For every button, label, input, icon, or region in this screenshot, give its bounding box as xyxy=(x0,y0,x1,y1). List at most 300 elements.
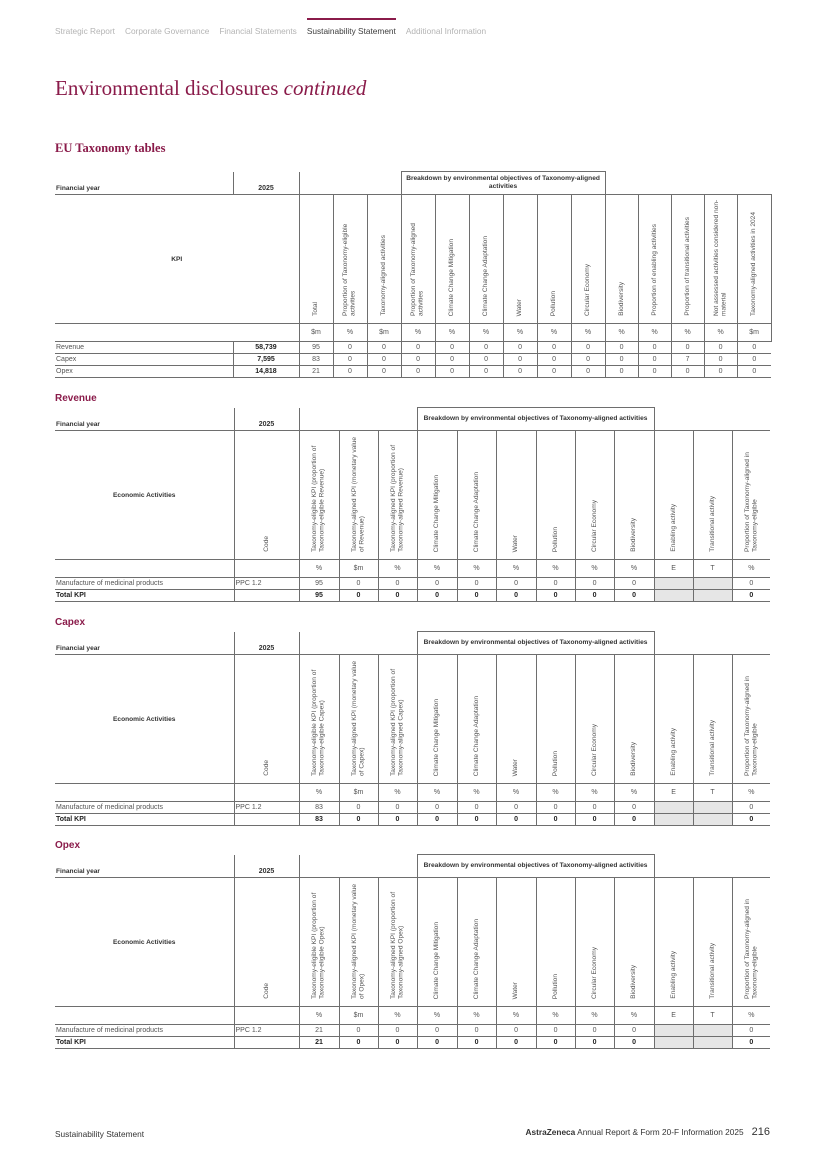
activity-column-header xyxy=(654,655,693,784)
unit-cell: % xyxy=(417,784,457,802)
column-header-text: Pollution xyxy=(550,290,558,316)
total-value-cell: 0 xyxy=(378,814,417,826)
activity-column-header xyxy=(496,655,536,784)
column-header-text: Taxonomy-aligned KPI (proportion of Taxonomy-aligned Opex) xyxy=(389,891,405,999)
blank-unit-cell xyxy=(234,784,299,802)
total-value-cell: 0 xyxy=(417,814,457,826)
kpi-column-header xyxy=(537,195,571,324)
activity-column-header xyxy=(693,878,732,1007)
activity-code: PPC 1.2 xyxy=(234,1025,299,1037)
unit-cell: % xyxy=(299,560,339,578)
kpi-header-row xyxy=(55,172,771,195)
unit-cell: % xyxy=(378,1007,417,1025)
column-header-text: Pollution xyxy=(551,973,559,999)
kpi-value-cell: 0 xyxy=(737,354,771,366)
activity-header-row xyxy=(55,408,770,431)
kpi-column-header xyxy=(704,195,737,324)
activity-column-header xyxy=(299,655,339,784)
blank-header-cell xyxy=(299,855,417,878)
activity-row xyxy=(55,578,770,590)
unit-cell: $m xyxy=(339,560,378,578)
activity-column-header xyxy=(575,655,614,784)
activity-column-header xyxy=(614,431,654,560)
column-header-text: Biodiversity xyxy=(630,965,638,999)
kpi-column-header xyxy=(503,195,537,324)
activity-value-cell: 0 xyxy=(614,578,654,590)
total-value-cell xyxy=(693,590,732,602)
activity-value-cell: 0 xyxy=(496,578,536,590)
activity-column-header xyxy=(496,431,536,560)
unit-cell: % xyxy=(732,1007,770,1025)
activity-value-cell: 21 xyxy=(299,1025,339,1037)
activity-column-header-row xyxy=(55,431,770,560)
total-value-cell: 0 xyxy=(536,1037,575,1049)
total-value-cell: 0 xyxy=(614,590,654,602)
activity-column-header xyxy=(378,878,417,1007)
unit-cell: % xyxy=(536,560,575,578)
column-header-text: Biodiversity xyxy=(630,518,638,552)
kpi-value-cell: 7 xyxy=(671,354,704,366)
activity-column-header xyxy=(732,431,770,560)
unit-cell: % xyxy=(333,324,367,342)
activity-value-cell: 0 xyxy=(378,578,417,590)
column-header-text: Transitional activity xyxy=(708,496,716,552)
kpi-value-cell: 7,595 xyxy=(233,354,299,366)
kpi-value-cell: 0 xyxy=(605,354,638,366)
kpi-value-cell: 0 xyxy=(605,366,638,378)
total-value-cell: 0 xyxy=(339,1037,378,1049)
activity-column-header xyxy=(614,878,654,1007)
breakdown-header: Breakdown by environmental objectives of Taxonomy-aligned activities xyxy=(417,632,654,655)
unit-cell: % xyxy=(401,324,435,342)
total-value-cell: 0 xyxy=(496,1037,536,1049)
activity-column-header xyxy=(234,655,299,784)
financial-year-value: 2025 xyxy=(234,408,299,431)
kpi-value-cell: 0 xyxy=(469,354,503,366)
kpi-value-cell: 0 xyxy=(704,354,737,366)
total-value-cell: 0 xyxy=(732,590,770,602)
activity-column-header xyxy=(417,431,457,560)
activity-value-cell: 0 xyxy=(339,802,378,814)
activity-value-cell xyxy=(693,802,732,814)
unit-cell: % xyxy=(457,1007,496,1025)
activity-name: Manufacture of medicinal products xyxy=(55,802,234,814)
column-header-text: Taxonomy-aligned KPI (proportion of Taxonomy-aligned Revenue) xyxy=(389,444,405,552)
total-value-cell xyxy=(654,814,693,826)
unit-cell: % xyxy=(614,1007,654,1025)
column-header-text: Proportion of Taxonomy-aligned in Taxonomy-eligible xyxy=(743,899,759,999)
total-value-cell: 0 xyxy=(378,590,417,602)
activity-column-header xyxy=(654,878,693,1007)
column-header-text: Climate Change Mitigation xyxy=(433,474,441,552)
column-header-text: Total xyxy=(312,302,320,316)
revenue-activity-table xyxy=(55,407,770,602)
kpi-value-cell: 0 xyxy=(671,366,704,378)
blank-code-cell xyxy=(234,814,299,826)
activity-value-cell: 0 xyxy=(417,578,457,590)
column-header-text: Circular Economy xyxy=(590,723,598,776)
column-header-text: Climate Change Adaptation xyxy=(472,695,480,776)
activity-value-cell xyxy=(654,1025,693,1037)
kpi-value-cell: 0 xyxy=(401,342,435,354)
unit-cell: % xyxy=(457,784,496,802)
page-title-main: Environmental disclosures xyxy=(55,76,279,100)
column-header-text: Climate Change Mitigation xyxy=(433,921,441,999)
blank-header-cell xyxy=(654,855,770,878)
activity-value-cell: 0 xyxy=(536,802,575,814)
unit-cell: % xyxy=(614,784,654,802)
kpi-column-header xyxy=(571,195,605,324)
kpi-row-label: Opex xyxy=(55,366,233,378)
activity-column-header xyxy=(654,431,693,560)
unit-cell: % xyxy=(496,784,536,802)
kpi-value-cell: 0 xyxy=(638,354,671,366)
unit-cell: % xyxy=(417,1007,457,1025)
kpi-value-cell: 0 xyxy=(704,366,737,378)
nav-corporate-governance[interactable]: Corporate Governance xyxy=(124,26,210,36)
unit-cell: % xyxy=(575,560,614,578)
activity-column-header xyxy=(339,655,378,784)
kpi-value-cell: 0 xyxy=(638,366,671,378)
financial-year-value: 2025 xyxy=(234,632,299,655)
kpi-value-cell: 0 xyxy=(571,354,605,366)
blank-unit-cell xyxy=(55,324,299,342)
total-value-cell: 0 xyxy=(732,1037,770,1049)
kpi-value-cell: 0 xyxy=(401,366,435,378)
column-header-text: Not assessed activities considered non-material xyxy=(712,199,728,316)
total-value-cell: 0 xyxy=(378,1037,417,1049)
nav-additional-information[interactable]: Additional Information xyxy=(405,26,487,36)
kpi-row-label: Capex xyxy=(55,354,233,366)
kpi-value-cell: 0 xyxy=(503,366,537,378)
kpi-value-cell: 0 xyxy=(435,354,469,366)
unit-cell: % xyxy=(378,784,417,802)
activity-value-cell: 0 xyxy=(536,1025,575,1037)
financial-year-label: Financial year xyxy=(55,632,234,655)
column-header-text: Taxonomy-aligned KPI (monetary value of Revenue) xyxy=(350,436,366,552)
unit-cell: $m xyxy=(339,1007,378,1025)
column-header-text: Pollution xyxy=(551,750,559,776)
kpi-row xyxy=(55,342,771,354)
unit-cell: % xyxy=(417,560,457,578)
kpi-value-cell: 0 xyxy=(605,342,638,354)
activity-value-cell: 0 xyxy=(378,1025,417,1037)
activity-column-header xyxy=(234,878,299,1007)
section-title-opex: Opex xyxy=(55,840,81,851)
footer-brand: AstraZeneca xyxy=(525,1127,576,1137)
blank-unit-cell xyxy=(55,560,234,578)
total-value-cell: 0 xyxy=(575,1037,614,1049)
total-value-cell: 0 xyxy=(457,590,496,602)
column-header-text: Taxonomy-eligible KPI (proportion of Taxonomy-eligible Revenue) xyxy=(311,445,326,552)
unit-cell: % xyxy=(732,560,770,578)
kpi-column-header xyxy=(671,195,704,324)
unit-cell: T xyxy=(693,784,732,802)
nav-strategic-report[interactable]: Strategic Report xyxy=(55,26,115,36)
kpi-column-header xyxy=(737,195,771,324)
column-header-text: Taxonomy-aligned KPI (monetary value of Capex) xyxy=(350,660,366,776)
column-header-text: Enabling activity xyxy=(669,728,677,776)
blank-header-cell xyxy=(299,172,401,195)
column-header-text: Taxonomy-eligible KPI (proportion of Taxonomy-eligible Opex) xyxy=(311,892,326,999)
blank-header-cell xyxy=(654,632,770,655)
footer-report-title: Annual Report & Form 20-F Information 2025 xyxy=(577,1127,744,1137)
page-title xyxy=(55,76,366,101)
activity-column-header xyxy=(417,878,457,1007)
activity-column-header xyxy=(536,878,575,1007)
total-value-cell: 0 xyxy=(575,590,614,602)
activity-column-header-row xyxy=(55,655,770,784)
blank-unit-cell xyxy=(234,560,299,578)
total-value-cell: 83 xyxy=(299,814,339,826)
blank-header-cell xyxy=(299,632,417,655)
blank-header-cell xyxy=(605,172,771,195)
total-kpi-label: Total KPI xyxy=(55,814,234,826)
total-value-cell: 21 xyxy=(299,1037,339,1049)
activity-code: PPC 1.2 xyxy=(234,802,299,814)
activity-value-cell: 0 xyxy=(339,1025,378,1037)
total-kpi-label: Total KPI xyxy=(55,590,234,602)
section-subtitle: EU Taxonomy tables xyxy=(55,141,166,155)
unit-cell: % xyxy=(575,784,614,802)
kpi-column-header xyxy=(469,195,503,324)
column-header-text: Transitional activity xyxy=(708,943,716,999)
total-value-cell: 0 xyxy=(417,1037,457,1049)
activity-column-header xyxy=(457,655,496,784)
unit-cell: % xyxy=(457,560,496,578)
section-title-capex: Capex xyxy=(55,617,86,628)
nav-sustainability-statement[interactable]: Sustainability Statement xyxy=(307,18,396,42)
total-value-cell: 0 xyxy=(339,590,378,602)
financial-year-label: Financial year xyxy=(55,172,233,195)
kpi-value-cell: 0 xyxy=(737,366,771,378)
unit-cell: % xyxy=(496,560,536,578)
economic-activities-label: Economic Activities xyxy=(55,431,234,560)
kpi-value-cell: 0 xyxy=(435,366,469,378)
kpi-value-cell: 95 xyxy=(299,342,333,354)
column-header-text: Code xyxy=(262,760,270,776)
financial-year-label: Financial year xyxy=(55,855,234,878)
unit-cell: E xyxy=(654,784,693,802)
kpi-label: KPI xyxy=(55,195,299,324)
kpi-unit-row xyxy=(55,324,771,342)
kpi-value-cell: 0 xyxy=(704,342,737,354)
activity-value-cell: 0 xyxy=(457,578,496,590)
activity-value-cell: 95 xyxy=(299,578,339,590)
page-title-continued: continued xyxy=(283,76,367,100)
kpi-value-cell: 0 xyxy=(503,342,537,354)
activity-column-header xyxy=(234,431,299,560)
total-value-cell: 0 xyxy=(496,814,536,826)
unit-cell: % xyxy=(537,324,571,342)
activity-value-cell: 0 xyxy=(575,802,614,814)
total-value-cell: 95 xyxy=(299,590,339,602)
activity-column-header xyxy=(496,878,536,1007)
activity-column-header xyxy=(378,655,417,784)
column-header-text: Water xyxy=(512,981,520,999)
kpi-value-cell: 0 xyxy=(469,366,503,378)
kpi-column-header xyxy=(299,195,333,324)
page-number: 216 xyxy=(751,1126,770,1138)
unit-cell: % xyxy=(614,560,654,578)
kpi-value-cell: 14,818 xyxy=(233,366,299,378)
activity-column-header xyxy=(457,878,496,1007)
unit-cell: % xyxy=(571,324,605,342)
column-header-text: Proportion of Taxonomy-eligible activities xyxy=(342,223,357,316)
column-header-text: Taxonomy-aligned activities in 2024 xyxy=(750,211,758,316)
total-value-cell: 0 xyxy=(417,590,457,602)
activity-value-cell: 0 xyxy=(575,578,614,590)
kpi-column-header xyxy=(367,195,401,324)
total-value-cell: 0 xyxy=(496,590,536,602)
column-header-text: Enabling activity xyxy=(669,951,677,999)
activity-value-cell: 0 xyxy=(732,802,770,814)
kpi-value-cell: 21 xyxy=(299,366,333,378)
unit-cell: % xyxy=(299,1007,339,1025)
unit-cell: E xyxy=(654,560,693,578)
column-header-text: Climate Change Adaptation xyxy=(472,918,480,999)
total-kpi-row xyxy=(55,814,770,826)
kpi-value-cell: 0 xyxy=(537,342,571,354)
activity-value-cell: 0 xyxy=(417,1025,457,1037)
activity-row xyxy=(55,802,770,814)
total-value-cell: 0 xyxy=(536,814,575,826)
total-kpi-label: Total KPI xyxy=(55,1037,234,1049)
activity-value-cell: 0 xyxy=(417,802,457,814)
unit-cell: % xyxy=(435,324,469,342)
unit-cell: T xyxy=(693,1007,732,1025)
kpi-value-cell: 0 xyxy=(571,366,605,378)
activity-value-cell: 0 xyxy=(575,1025,614,1037)
activity-name: Manufacture of medicinal products xyxy=(55,578,234,590)
column-header-text: Proportion of enabling activities xyxy=(650,224,658,316)
activity-value-cell: 83 xyxy=(299,802,339,814)
kpi-row xyxy=(55,354,771,366)
column-header-text: Proportion of Taxonomy-aligned activities xyxy=(410,223,426,316)
activity-value-cell xyxy=(693,1025,732,1037)
column-header-text: Biodiversity xyxy=(630,742,638,776)
financial-year-label: Financial year xyxy=(55,408,234,431)
activity-column-header xyxy=(693,431,732,560)
column-header-text: Taxonomy-aligned KPI (monetary value of Opex) xyxy=(350,883,366,999)
column-header-text: Water xyxy=(516,298,524,316)
activity-name: Manufacture of medicinal products xyxy=(55,1025,234,1037)
total-value-cell xyxy=(654,1037,693,1049)
total-value-cell: 0 xyxy=(732,814,770,826)
footer-section-name: Sustainability Statement xyxy=(55,1129,145,1139)
financial-year-value: 2025 xyxy=(234,855,299,878)
column-header-text: Proportion of transitional activities xyxy=(683,217,691,316)
opex-activity-table xyxy=(55,854,770,1049)
total-value-cell: 0 xyxy=(457,814,496,826)
activity-column-header xyxy=(536,431,575,560)
economic-activities-label: Economic Activities xyxy=(55,655,234,784)
activity-column-header xyxy=(299,878,339,1007)
activity-value-cell: 0 xyxy=(732,578,770,590)
column-header-text: Proportion of Taxonomy-aligned in Taxonomy-eligible xyxy=(743,452,759,552)
activity-code: PPC 1.2 xyxy=(234,578,299,590)
breakdown-header: Breakdown by environmental objectives of Taxonomy-aligned activities xyxy=(417,855,654,878)
column-header-text: Circular Economy xyxy=(590,499,598,552)
activity-column-header xyxy=(339,878,378,1007)
activity-column-header-row xyxy=(55,878,770,1007)
unit-cell: % xyxy=(704,324,737,342)
total-value-cell: 0 xyxy=(536,590,575,602)
activity-value-cell: 0 xyxy=(496,1025,536,1037)
unit-cell: % xyxy=(732,784,770,802)
total-value-cell: 0 xyxy=(339,814,378,826)
activity-unit-row xyxy=(55,560,770,578)
activity-column-header xyxy=(614,655,654,784)
activity-value-cell: 0 xyxy=(339,578,378,590)
activity-column-header xyxy=(457,431,496,560)
activity-unit-row xyxy=(55,784,770,802)
kpi-value-cell: 0 xyxy=(571,342,605,354)
blank-header-cell xyxy=(299,408,417,431)
column-header-text: Climate Change Adaptation xyxy=(482,235,490,316)
kpi-value-cell: 0 xyxy=(333,366,367,378)
kpi-value-cell: 0 xyxy=(737,342,771,354)
activity-value-cell: 0 xyxy=(457,802,496,814)
kpi-value-cell: 0 xyxy=(367,366,401,378)
nav-financial-statements[interactable]: Financial Statements xyxy=(219,26,297,36)
activity-column-header xyxy=(693,655,732,784)
activity-value-cell: 0 xyxy=(457,1025,496,1037)
activity-value-cell: 0 xyxy=(732,1025,770,1037)
kpi-column-header-row xyxy=(55,195,771,324)
column-header-text: Transitional activity xyxy=(708,720,716,776)
blank-unit-cell xyxy=(55,784,234,802)
unit-cell: $m xyxy=(737,324,771,342)
blank-unit-cell xyxy=(55,1007,234,1025)
activity-value-cell xyxy=(654,802,693,814)
activity-header-row xyxy=(55,632,770,655)
unit-cell: % xyxy=(638,324,671,342)
total-value-cell: 0 xyxy=(614,1037,654,1049)
kpi-value-cell: 0 xyxy=(367,354,401,366)
total-value-cell xyxy=(693,814,732,826)
kpi-value-cell: 0 xyxy=(537,366,571,378)
kpi-value-cell: 83 xyxy=(299,354,333,366)
unit-cell: % xyxy=(671,324,704,342)
activity-column-header xyxy=(575,431,614,560)
kpi-column-header xyxy=(638,195,671,324)
kpi-value-cell: 0 xyxy=(469,342,503,354)
activity-column-header xyxy=(732,655,770,784)
blank-unit-cell xyxy=(234,1007,299,1025)
kpi-value-cell: 0 xyxy=(367,342,401,354)
total-value-cell xyxy=(693,1037,732,1049)
activity-value-cell: 0 xyxy=(614,1025,654,1037)
kpi-value-cell: 0 xyxy=(638,342,671,354)
column-header-text: Proportion of Taxonomy-aligned in Taxonomy-eligible xyxy=(743,676,759,776)
activity-header-row xyxy=(55,855,770,878)
column-header-text: Water xyxy=(512,534,520,552)
total-value-cell xyxy=(654,590,693,602)
blank-header-cell xyxy=(654,408,770,431)
unit-cell: E xyxy=(654,1007,693,1025)
activity-value-cell: 0 xyxy=(614,802,654,814)
total-value-cell: 0 xyxy=(614,814,654,826)
capex-activity-table xyxy=(55,631,770,826)
column-header-text: Climate Change Mitigation xyxy=(448,238,456,316)
unit-cell: % xyxy=(503,324,537,342)
total-kpi-row xyxy=(55,590,770,602)
activity-value-cell: 0 xyxy=(536,578,575,590)
blank-code-cell xyxy=(234,1037,299,1049)
breakdown-header: Breakdown by environmental objectives of Taxonomy-aligned activities xyxy=(401,172,605,195)
unit-cell: % xyxy=(605,324,638,342)
